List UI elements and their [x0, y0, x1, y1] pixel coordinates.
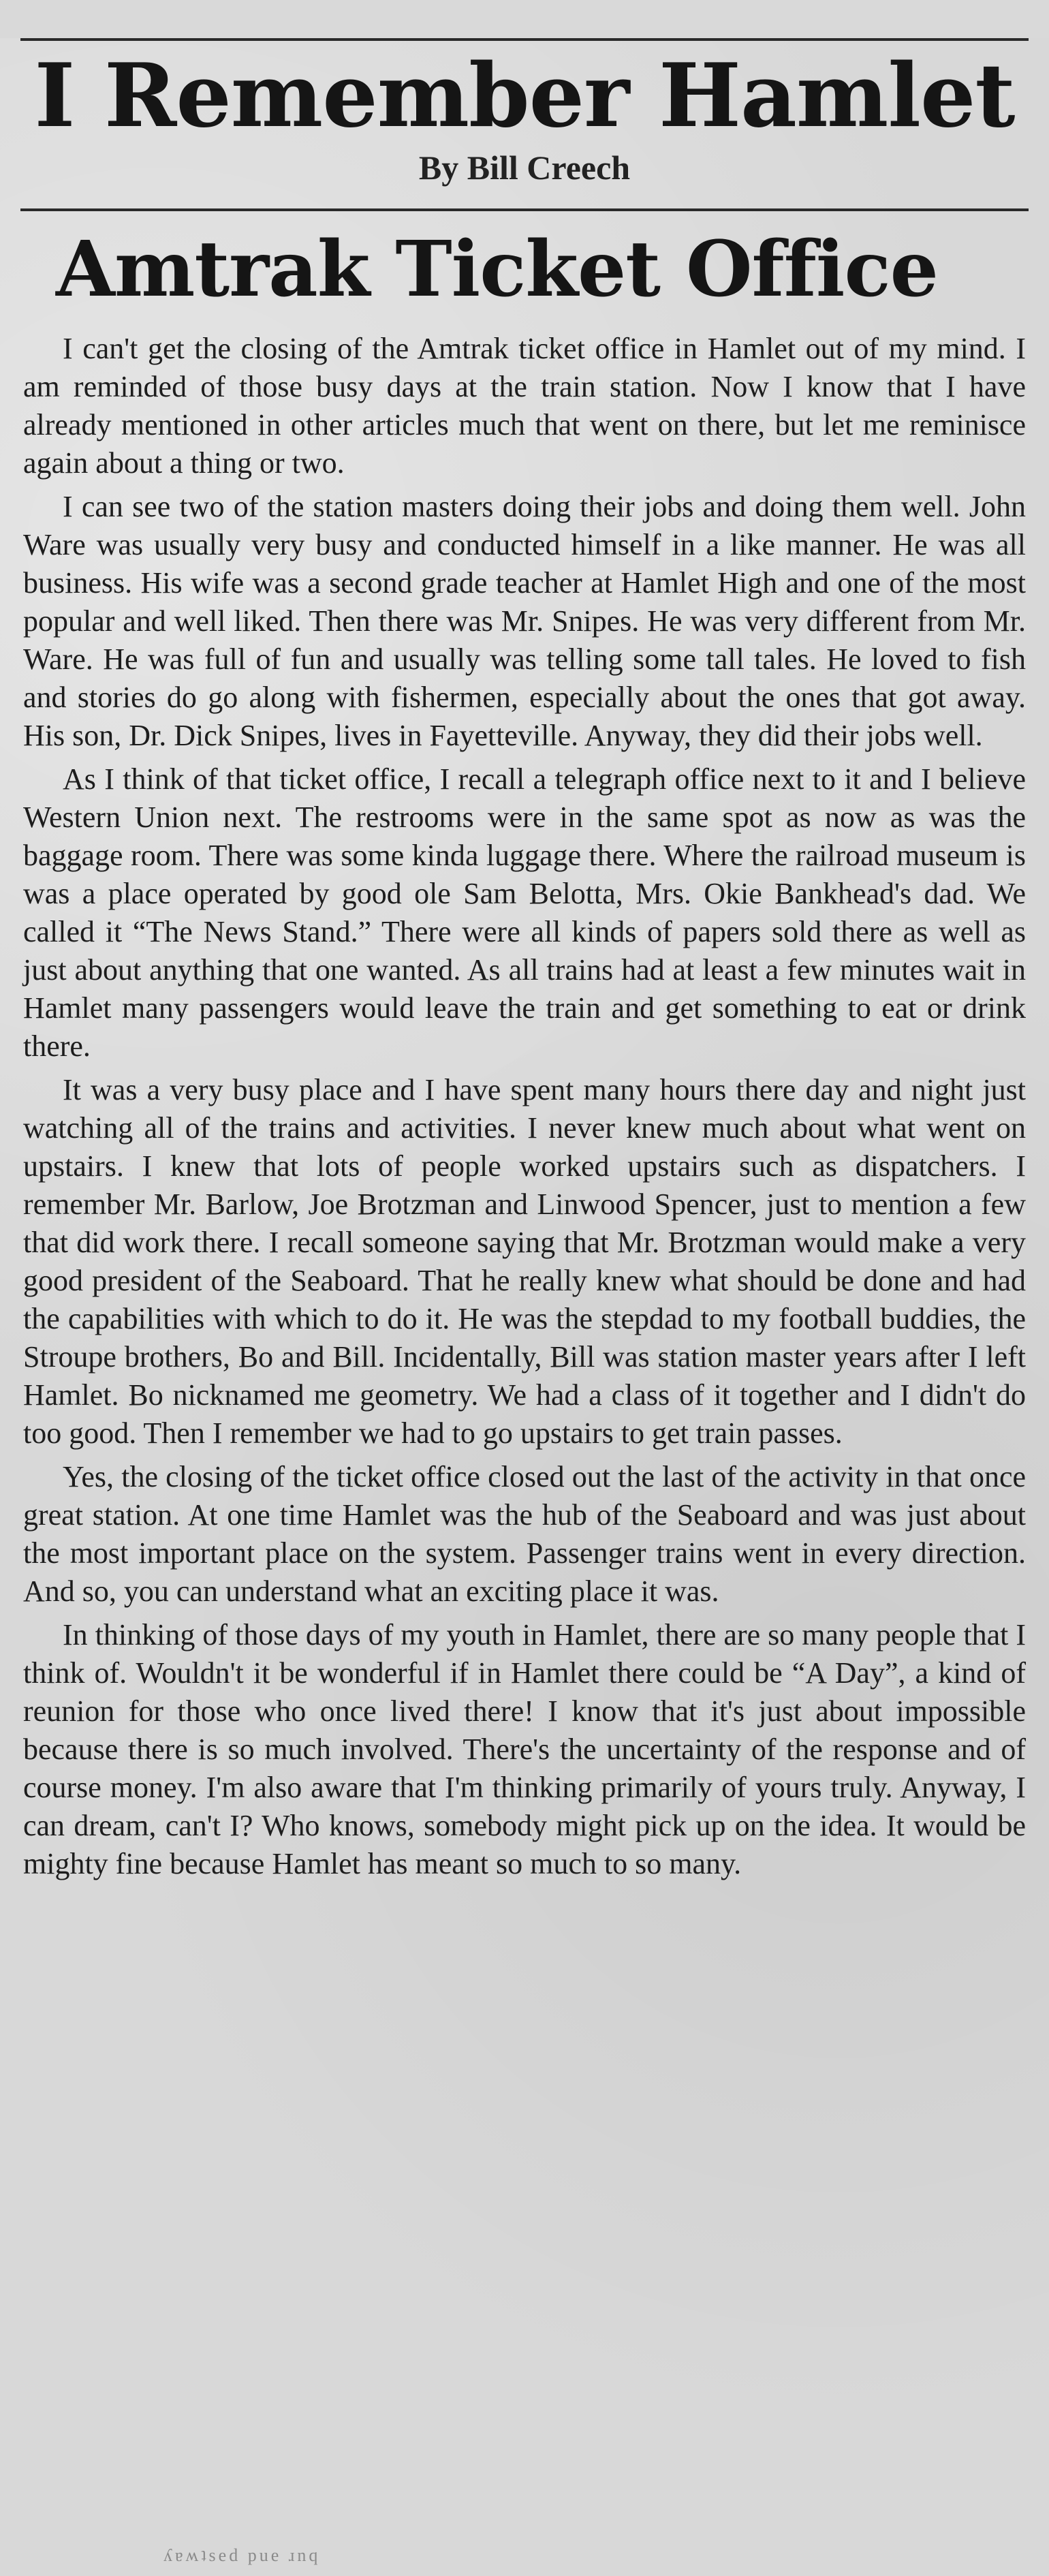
column-title: I Remember Hamlet [34, 45, 1015, 147]
article-body [15, 330, 1034, 1883]
article-paragraph: In thinking of those days of my youth in Hamlet, there are so many people that I think of. Wouldn't it be wonderful if in Hamlet there could be “A Day”, a kind of reunion for those who once lived there! I know that it's just about impossible because there is so much involved. There's the uncertainty of the response and of course money. I'm also aware that I'm thinking primarily of yours truly. Anyway, I can dream, can't I? Who knows, somebody might pick up on the idea. It would be mighty fine because Hamlet has meant so much to so many. [23, 1618, 1026, 1880]
section-rule [20, 208, 1029, 211]
article-paragraph: It was a very busy place and I have spent many hours there day and night just watching all of the trains and activities. I never knew much about what went on upstairs. I knew that lots of people worked upstairs such as dispatchers. I remember Mr. Barlow, Joe Brotzman and Linwood Spencer, just to mention a few that did work there. I recall someone saying that Mr. Brotzman would make a very good president of the Seaboard. That he really knew what should be done and had the capabilities with which to do it. He was the stepdad to my football buddies, the Stroupe brothers, Bo and Bill. Incidentally, Bill was station master years after I left Hamlet. Bo nicknamed me geometry. We had a class of it together and I didn't do too good. Then I remember we had to go upstairs to get train passes. [23, 1073, 1026, 1450]
article-paragraph: Yes, the closing of the ticket office closed out the last of the activity in that once great station. At one time Hamlet was the hub of the Seaboard and was just about the most important place on the system. Passenger trains went in every direction. And so, you can understand what an exciting place it was. [23, 1460, 1026, 1608]
byline: By Bill Creech [418, 149, 631, 187]
article-headline: Amtrak Ticket Office [56, 225, 938, 314]
article-paragraph: I can see two of the station masters doing their jobs and doing them well. John Ware was usually very busy and conducted himself in a like manner. He was all business. His wife was a second grade teacher at Hamlet High and one of the most popular and well liked. Then there was Mr. Snipes. He was very different from Mr. Ware. He was full of fun and usually was telling some tall tales. He loved to fish and stories do go along with fishermen, especially about the ones that got away. His son, Dr. Dick Snipes, lives in Fayetteville. Anyway, they did their jobs well. [23, 490, 1026, 752]
bleed-through-text: ʎɐʍʇsed pue ɹnq [163, 2545, 321, 2565]
article-paragraph: I can't get the closing of the Amtrak ticket office in Hamlet out of my mind. I am reminded of those busy days at the train station. Now I know that I have already mentioned in other articles much that went on there, but let me reminisce again about a thing or two. [23, 332, 1026, 480]
top-rule [20, 38, 1029, 41]
article-paragraph: As I think of that ticket office, I recall a telegraph office next to it and I believe Western Union next. The restrooms were in the same spot as now as was the baggage room. There was some kinda luggage there. Where the railroad museum is was a place operated by good ole Sam Belotta, Mrs. Okie Bankhead's dad. We called it “The News Stand.” There were all kinds of papers sold there as well as just about anything that one wanted. As all trains had at least a few minutes wait in Hamlet many passengers would leave the train and get something to eat or drink there. [23, 762, 1026, 1063]
newspaper-clipping [0, 38, 1049, 2576]
